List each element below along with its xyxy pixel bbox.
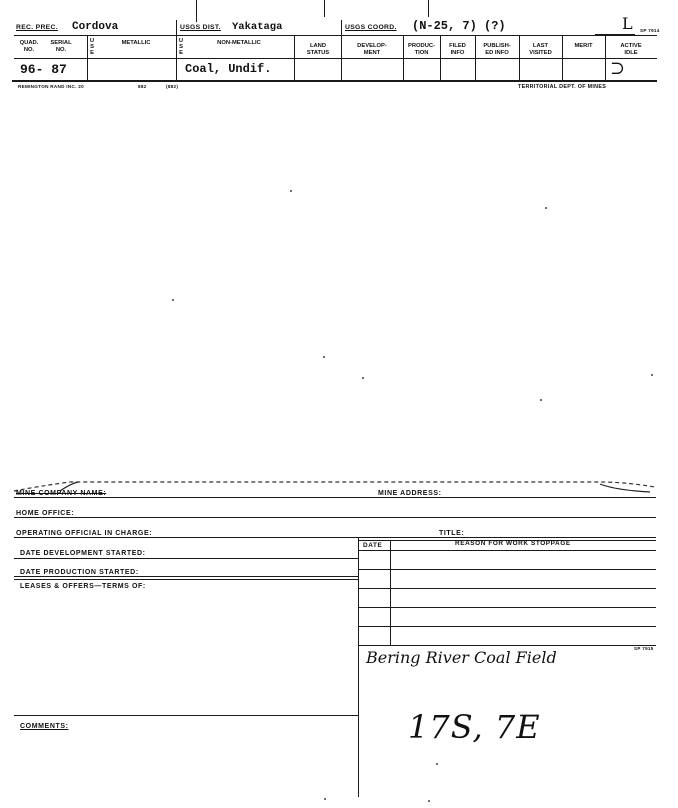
handwritten-township-range: 17S, 7E: [408, 708, 541, 746]
usgs-dist-value: Yakataga: [232, 21, 283, 33]
scan-speck: [324, 798, 326, 800]
col-use-metallic: U S E: [89, 38, 95, 56]
form-number: 882: [138, 84, 147, 89]
col-serial-no: SERIAL NO.: [50, 40, 72, 53]
card-center-divider: [358, 537, 359, 797]
col-development: DEVELOP- MENT: [357, 43, 387, 56]
card-rule: [14, 537, 656, 538]
col-quad-no: QUAD. NO.: [19, 40, 39, 53]
stoppage-reason-header: REASON FOR WORK STOPPAGE: [455, 540, 571, 547]
col-last-visited: LAST VISITED: [529, 43, 552, 56]
scan-speck: [323, 356, 325, 358]
col-merit: MERIT: [574, 43, 593, 49]
corner-mark: L: [622, 14, 633, 33]
title-label: TITLE:: [439, 530, 465, 537]
col-land-status: LAND STATUS: [306, 43, 330, 56]
col-filed-info: FILED INFO: [449, 43, 466, 56]
corner-underline: [595, 34, 635, 35]
stoppage-date-divider: [390, 540, 391, 645]
scan-speck: [545, 207, 547, 209]
leases-label: LEASES & OFFERS—TERMS OF:: [20, 583, 146, 590]
stoppage-rule: [358, 626, 656, 627]
header-divider: [440, 35, 441, 80]
header-divider: [562, 35, 563, 80]
col-metallic: METALLIC: [121, 40, 151, 46]
stoppage-date-header: DATE: [363, 542, 383, 549]
top-tick: [324, 0, 325, 17]
home-office-label: HOME OFFICE:: [16, 510, 75, 517]
col-active-idle: ACTIVE IDLE: [620, 43, 642, 56]
card-rule: [14, 517, 656, 518]
top-tick: [196, 0, 197, 22]
form-code-bottom: SP 7915: [634, 646, 654, 651]
top-tick: [428, 0, 429, 17]
col-non-metallic: NON-METALLIC: [217, 40, 261, 46]
stoppage-rule: [358, 588, 656, 589]
header-divider: [87, 35, 88, 80]
mine-address-label: MINE ADDRESS:: [378, 490, 442, 497]
rec-prec-value: Cordova: [72, 21, 119, 33]
department-imprint: TERRITORIAL DEPT. OF MINES: [518, 84, 607, 90]
header-divider: [341, 20, 342, 80]
header-rule: [12, 80, 657, 82]
scan-speck: [436, 763, 438, 765]
quad-serial-value: 96- 87: [20, 62, 67, 77]
form-number-alt: (882): [166, 84, 179, 89]
commodity-value: Coal, Undif.: [185, 62, 272, 76]
usgs-coord-value: (N-25, 7) (?): [412, 19, 506, 33]
form-code-top: SP 7914: [640, 28, 660, 33]
stoppage-rule: [358, 645, 656, 646]
active-idle-mark: ⊃: [610, 58, 626, 79]
card-rule: [14, 558, 358, 559]
scan-speck: [172, 299, 174, 301]
scan-speck: [290, 190, 292, 192]
card-rule: [14, 497, 656, 498]
header-rule: [14, 35, 657, 36]
col-use-nonmetallic: U S E: [178, 38, 184, 56]
stoppage-rule: [358, 550, 656, 551]
header-divider: [294, 35, 295, 80]
scan-speck: [651, 374, 653, 376]
header-rule: [14, 58, 657, 59]
card-rule: [14, 576, 358, 577]
mine-company-name-label: MINE COMPANY NAME:: [16, 490, 107, 497]
header-divider: [403, 35, 404, 80]
scan-speck: [362, 377, 364, 379]
printer-imprint: REMINGTON RAND INC. 20: [18, 84, 84, 89]
stoppage-rule: [358, 607, 656, 608]
usgs-coord-label: USGS COORD.: [345, 24, 397, 31]
date-development-label: DATE DEVELOPMENT STARTED:: [20, 550, 146, 557]
col-production: PRODUC- TION: [407, 43, 436, 56]
card-rule: [14, 715, 358, 716]
col-published-info: PUBLISH- ED INFO: [483, 43, 511, 56]
scan-speck: [428, 800, 430, 802]
header-divider: [519, 35, 520, 80]
usgs-dist-label: USGS DIST.: [180, 24, 221, 31]
handwritten-coal-field: Bering River Coal Field: [366, 648, 557, 667]
rec-prec-label: REC. PREC.: [16, 24, 58, 31]
stoppage-rule: [358, 569, 656, 570]
scan-speck: [540, 399, 542, 401]
card-rule: [14, 579, 358, 580]
comments-label: COMMENTS:: [20, 723, 69, 730]
operating-official-label: OPERATING OFFICIAL IN CHARGE:: [16, 530, 153, 537]
date-production-label: DATE PRODUCTION STARTED:: [20, 569, 139, 576]
header-divider: [176, 20, 177, 80]
header-divider: [605, 35, 606, 80]
header-divider: [475, 35, 476, 80]
